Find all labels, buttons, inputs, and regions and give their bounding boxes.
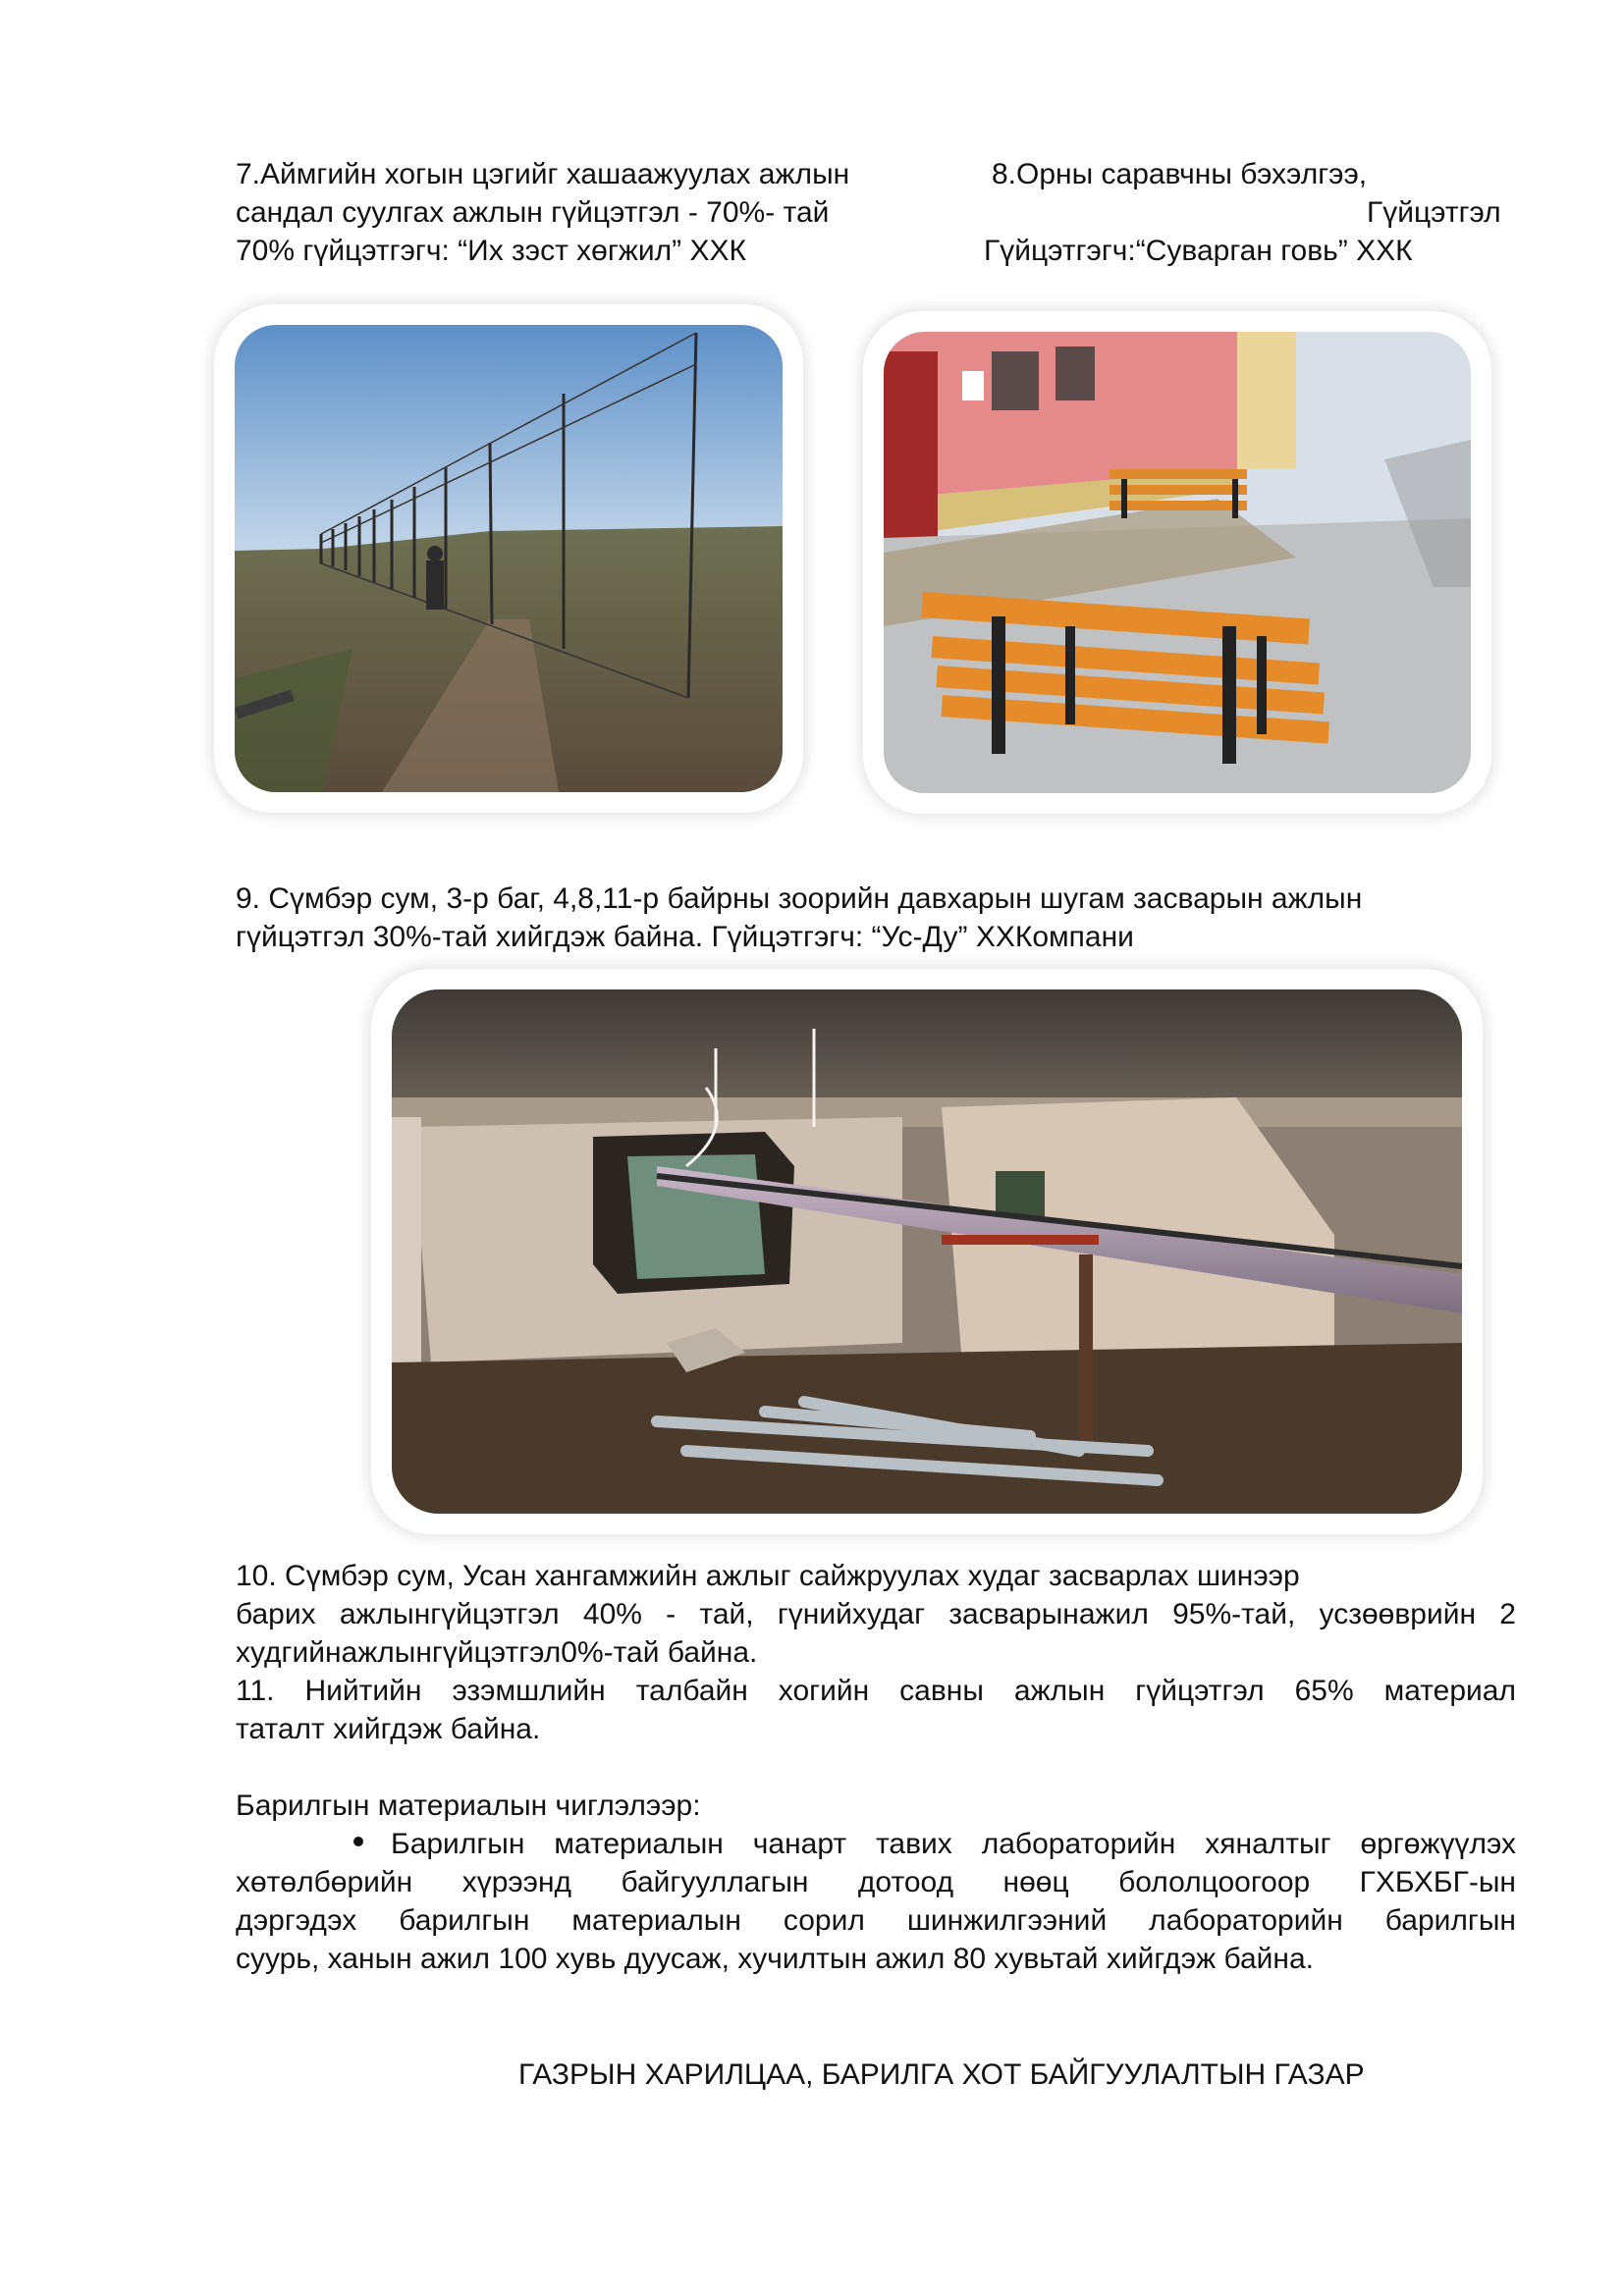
item10-line2: барих ажлынгүйцэтгэл 40% - тай, гүнийхудаг засварынажил 95%-тай, усзөөврийн 2 <box>236 1598 1516 1630</box>
bullet-icon <box>353 1837 363 1846</box>
item8-line3: Гүйцэтгэгч:“Суварган говь” ХХК <box>984 235 1413 267</box>
item8-line2: Гүйцэтгэл <box>1367 196 1501 229</box>
materials-bullet-line2: хөтөлбөрийн хүрээнд байгууллагын дотоод нөөц бололцоогоор ГХБХБГ-ын <box>236 1866 1516 1898</box>
fence-photo <box>214 304 803 813</box>
item11-line1: 11. Нийтийн эзэмшлийн талбайн хогийн савны ажлын гүйцэтгэл 65% материал <box>236 1675 1516 1707</box>
item8-line1: 8.Орны саравчны бэхэлгээ, <box>992 158 1368 190</box>
materials-heading: Барилгын материалын чиглэлээр: <box>236 1789 701 1822</box>
item10-line1-a: 10. Сүмбэр сум, Усан хангамжийн ажлыг сайжруулах худаг засварлах шинээр <box>236 1560 1300 1592</box>
materials-bullet-line4: суурь, ханын ажил 100 хувь дуусаж, хучилтын ажил 80 хувьтай хийгдэж байна. <box>236 1943 1315 1975</box>
item7-line1: 7.Аймгийн хогын цэгийг хашаажуулах ажлын <box>236 158 850 190</box>
basement-pipes-photo <box>371 969 1483 1534</box>
item9-line1: 9. Сүмбэр сум, 3-р баг, 4,8,11-р байрны зоорийн давхарын шугам засварын ажлын <box>236 882 1363 915</box>
item9-line2: гүйцэтгэл 30%-тай хийгдэж байна. Гүйцэтгэгч: “Ус-Ду” ХХКомпани <box>236 921 1134 953</box>
item11-line2: таталт хийгдэж байна. <box>236 1713 541 1745</box>
benches-photo <box>863 311 1491 814</box>
item7-line3: 70% гүйцэтгэгч: “Их зэст хөгжил” ХХК <box>236 235 746 267</box>
materials-bullet-line3: дэргэдэх барилгын материалын сорил шинжилгээний лабораторийн барилгын <box>236 1904 1516 1937</box>
materials-bullet-line1: Барилгын материалын чанарт тавих лабораторийн хяналтыг өргөжүүлэх <box>391 1828 1516 1860</box>
item7-line2: сандал суулгах ажлын гүйцэтгэл - 70%- тай <box>236 196 830 229</box>
item10-line3: худгийнажлынгүйцэтгэл0%-тай байна. <box>236 1636 758 1669</box>
department-signature: ГАЗРЫН ХАРИЛЦАА, БАРИЛГА ХОТ БАЙГУУЛАЛТЫН ГАЗАР <box>518 2058 1365 2091</box>
item10-line1 <box>236 1557 1516 1595</box>
